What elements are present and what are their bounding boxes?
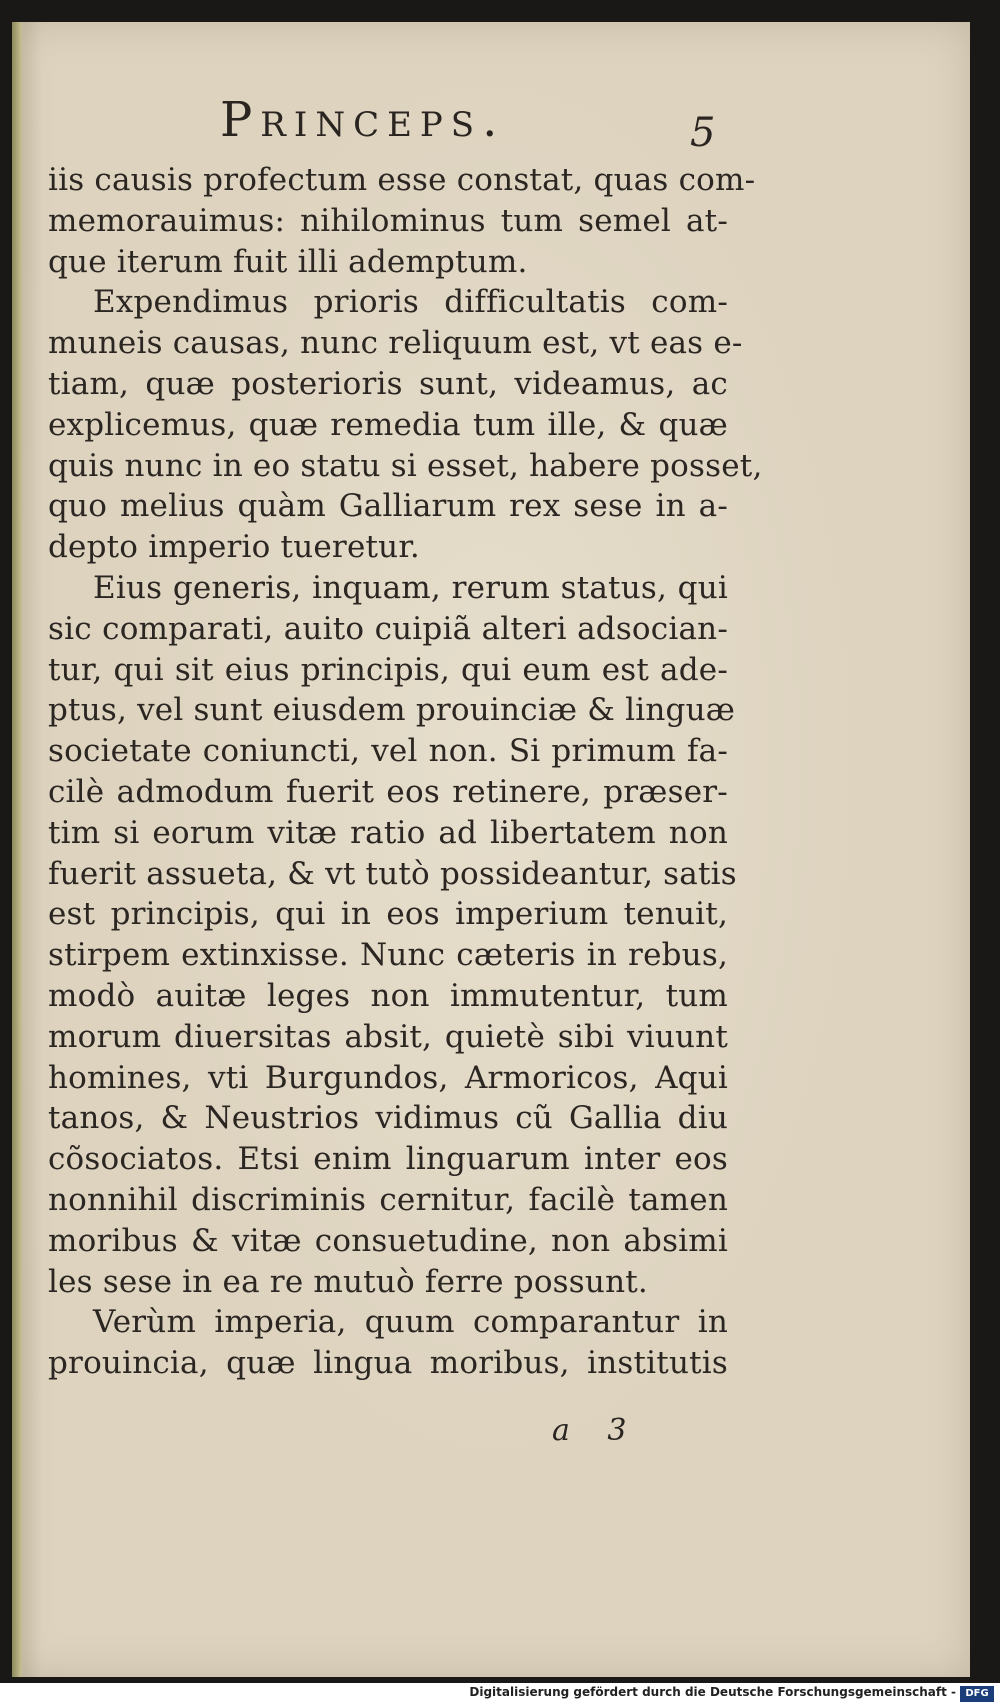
text-line: muneis causas, nunc reliquum est, vt eas e-	[48, 325, 743, 362]
text-line: les sese in ea re mutuò ferre possunt.	[48, 1263, 648, 1300]
text-line: modò auitæ leges non immutentur, tum	[48, 977, 728, 1014]
text-line: explicemus, quæ remedia tum ille, & quæ	[48, 406, 728, 443]
text-line: Verùm imperia, quum comparantur in	[93, 1304, 728, 1341]
text-line: nonnihil discriminis cernitur, facilè tamen	[48, 1181, 728, 1218]
text-line: iis causis profectum esse constat, quas com-	[48, 162, 756, 198]
text-line: cilè admodum fuerit eos retinere, præser-	[48, 773, 728, 810]
text-line: tiam, quæ posterioris sunt, videamus, ac	[48, 365, 728, 402]
text-line: quis nunc in eo statu si esset, habere posset,	[48, 447, 763, 484]
text-line: ptus, vel sunt eiusdem prouinciæ & linguæ	[48, 692, 736, 729]
text-line: morum diuersitas absit, quietè sibi viuunt	[48, 1018, 728, 1055]
page-edge	[12, 22, 22, 1677]
text-line: cõsociatos. Etsi enim linguarum inter eos	[48, 1141, 728, 1178]
text-line: fuerit assueta, & vt tutò possideantur, satis	[48, 855, 737, 892]
text-line: que iterum fuit illi ademptum.	[48, 243, 528, 280]
text-line: tur, qui sit eius principis, qui eum est ade-	[48, 651, 728, 688]
dfg-logo-icon: DFG	[960, 1686, 994, 1702]
text-line: est principis, qui in eos imperium tenuit,	[48, 896, 728, 933]
text-line: societate coniuncti, vel non. Si primum fa-	[48, 733, 728, 770]
text-line: quo melius quàm Galliarum rex sese in a-	[48, 488, 728, 525]
page-number: 5	[690, 110, 716, 156]
running-head: Princeps.	[220, 92, 506, 148]
text-line: Eius generis, inquam, rerum status, qui	[93, 569, 728, 606]
text-line: moribus & vitæ consuetudine, non absimi	[48, 1222, 728, 1259]
text-line: tim si eorum vitæ ratio ad libertatem non	[48, 814, 728, 851]
text-line: depto imperio tueretur.	[48, 529, 420, 566]
footer-bar	[0, 1683, 1000, 1707]
body-text	[48, 160, 763, 1384]
funding-credit: Digitalisierung gefördert durch die Deutsche Forschungsgemeinschaft -	[469, 1685, 956, 1699]
text-line: memorauimus: nihilominus tum semel at-	[48, 202, 728, 239]
text-line: Expendimus prioris difficultatis com-	[93, 284, 728, 321]
signature-mark: a 3	[552, 1413, 641, 1448]
text-line: tanos, & Neustrios vidimus cũ Gallia diu	[48, 1100, 728, 1137]
text-line: stirpem extinxisse. Nunc cæteris in rebus,	[48, 937, 728, 974]
text-line: homines, vti Burgundos, Armoricos, Aqui	[48, 1059, 728, 1096]
text-line: sic comparati, auito cuipiã alteri adsocian-	[48, 610, 728, 647]
text-line: prouincia, quæ lingua moribus, institutis	[48, 1345, 728, 1382]
